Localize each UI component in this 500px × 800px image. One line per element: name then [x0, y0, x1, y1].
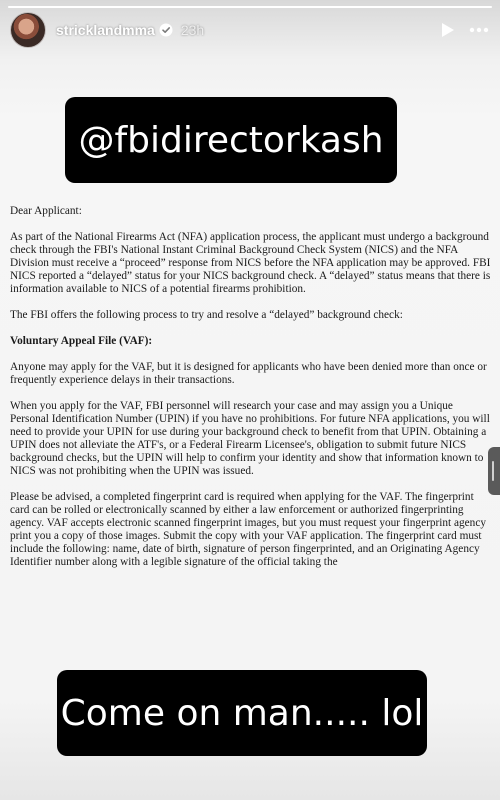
caption-sticker-text: Come on man..... lol: [60, 692, 424, 734]
story-timestamp: 23h: [180, 22, 205, 38]
document-image: [10, 205, 494, 582]
document-paragraph-5: Please be advised, a completed fingerprint card is required when applying for the VAF. The fingerprint card can be rolled or electronically scanned by either a law enforcement or authorized fingerprinting agency. VAF accepts electronic scanned fingerprint images, but you must request your fingerprint agency print you a copy of those images. Submit the copy with your VAF application. The fingerprint card must include the following: name, date of birth, signature of person fingerprinted, and an Originating Agency Identifier number along with a legible signature of the official taking the: [10, 491, 486, 568]
story-progress-fill: [8, 6, 492, 8]
document-heading-vaf: Voluntary Appeal File (VAF):: [10, 335, 153, 347]
mention-sticker-text: @fbidirectorkash: [78, 119, 384, 161]
story-progress-bar: [8, 6, 492, 8]
mention-sticker[interactable]: [65, 97, 397, 183]
side-drawer-handle[interactable]: [488, 447, 500, 495]
play-icon[interactable]: [436, 19, 458, 41]
document-paragraph-1: As part of the National Firearms Act (NFA) application process, the applicant must undergo a background check through the FBI's National Instant Criminal Background Check System (NICS) and the NFA Division must receive a “proceed” response from NICS before the NFA application may be approved. FBI NICS reported a “delayed” status for your NICS background check. A “delayed” status means that there is information available to NICS of a potential firearms prohibition.: [10, 231, 491, 295]
username[interactable]: stricklandmma: [56, 22, 155, 38]
document-salutation: Dear Applicant:: [10, 205, 82, 217]
document-paragraph-2: The FBI offers the following process to try and resolve a “delayed” background check:: [10, 309, 403, 321]
caption-sticker: [57, 670, 427, 756]
document-paragraph-4: When you apply for the VAF, FBI personnel will research your case and may assign you a Unique Personal Identification Number (UPIN) if you have no prohibitions. For future NFA applications, you will need to provide your UPIN for use during your background check to benefit from that UPIN. Obtaining a UPIN does not alleviate the ATF's, or a Federal Firearm Licensee's, obligation to submit future NICS background checks, but the UPIN will help to confirm your identity and show that information known to NICS was not prohibiting when the UPIN was issued.: [10, 400, 490, 477]
document-paragraph-3: Anyone may apply for the VAF, but it is designed for applicants who have been denied more than once or frequently experience delays in their transactions.: [10, 361, 487, 386]
avatar[interactable]: [10, 12, 46, 48]
verified-badge-icon: [159, 23, 173, 37]
story-header: [10, 12, 490, 48]
more-icon[interactable]: [468, 19, 490, 41]
